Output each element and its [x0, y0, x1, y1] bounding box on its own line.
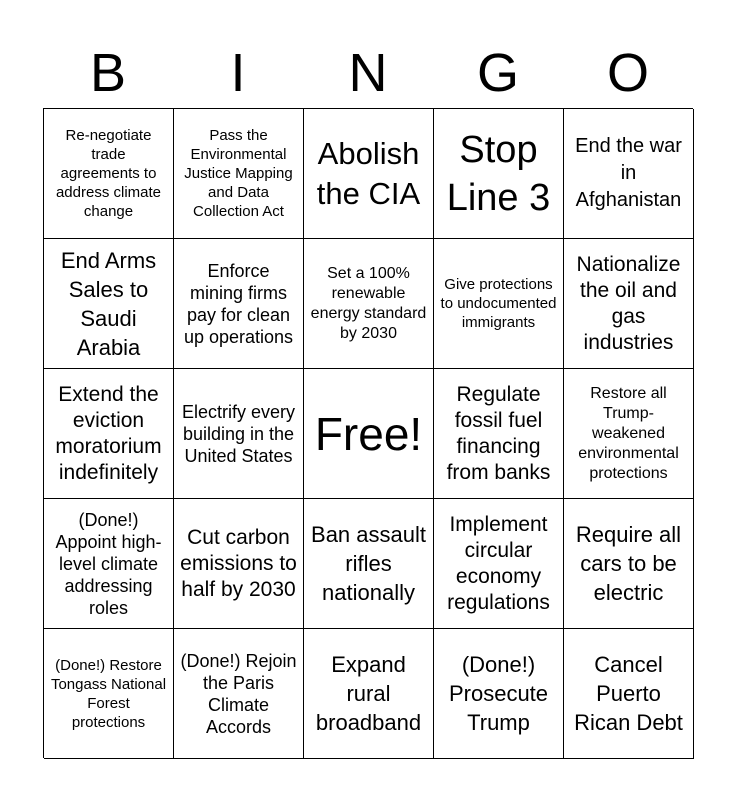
cell-text: (Done!) Prosecute Trump — [448, 652, 549, 735]
bingo-cell[interactable] — [44, 109, 174, 239]
bingo-cell[interactable] — [304, 499, 434, 629]
cell-text: Ban assault rifles nationally — [311, 522, 426, 605]
bingo-cell[interactable] — [304, 239, 434, 369]
cell-text: Extend the eviction moratorium indefinitely — [55, 382, 162, 484]
cell-text: Abolish the CIA — [316, 135, 421, 211]
cell-text: Regulate fossil fuel financing from banks — [446, 382, 551, 484]
bingo-cell[interactable] — [174, 239, 304, 369]
cell-text: End the war in Afghanistan — [575, 135, 682, 211]
bingo-cell[interactable] — [564, 239, 694, 369]
bingo-board — [43, 108, 693, 758]
cell-text: Electrify every building in the United States — [181, 401, 296, 466]
cell-text: Expand rural broadband — [315, 652, 422, 735]
bingo-cell[interactable] — [44, 369, 174, 499]
bingo-cell[interactable] — [174, 499, 304, 629]
bingo-cell[interactable] — [304, 109, 434, 239]
cell-text: Stop Line 3 — [446, 128, 551, 219]
bingo-cell[interactable] — [304, 629, 434, 759]
header-letter-n: N — [348, 43, 388, 103]
bingo-cell[interactable] — [564, 499, 694, 629]
cell-text: Require all cars to be electric — [575, 522, 682, 605]
cell-text: Cut carbon emissions to half by 2030 — [180, 525, 297, 601]
bingo-cell[interactable] — [174, 629, 304, 759]
cell-text: Implement circular economy regulations — [447, 512, 550, 614]
cell-text: (Done!) Restore Tongass National Forest protections — [50, 656, 167, 731]
bingo-cell[interactable] — [434, 629, 564, 759]
cell-text: Pass the Environmental Justice Mapping and Data Collection Act — [184, 127, 293, 220]
bingo-cell[interactable] — [434, 239, 564, 369]
bingo-cell[interactable] — [434, 369, 564, 499]
cell-text: Cancel Puerto Rican Debt — [574, 652, 683, 735]
cell-text: Enforce mining firms pay for clean up operations — [183, 260, 294, 347]
cell-text: Re-negotiate trade agreements to address climate change — [55, 127, 162, 220]
bingo-cell[interactable] — [44, 499, 174, 629]
cell-text: End Arms Sales to Saudi Arabia — [60, 247, 157, 360]
bingo-cell[interactable] — [44, 629, 174, 759]
header-letter-o: O — [606, 43, 649, 103]
bingo-cell[interactable] — [564, 369, 694, 499]
cell-text: (Done!) Appoint high-level climate addressing roles — [55, 509, 162, 618]
cell-text: Restore all Trump-weakened environmental protections — [578, 384, 679, 482]
bingo-cell[interactable] — [434, 109, 564, 239]
bingo-cell[interactable] — [434, 499, 564, 629]
bingo-cell[interactable] — [174, 109, 304, 239]
header-letter-i: I — [230, 43, 246, 103]
cell-text: Set a 100% renewable energy standard by 2030 — [310, 264, 427, 342]
bingo-cell[interactable] — [564, 109, 694, 239]
cell-text: Give protections to undocumented immigrants — [440, 276, 557, 331]
bingo-header — [43, 40, 693, 106]
bingo-cell[interactable] — [44, 239, 174, 369]
cell-text: Free! — [314, 407, 423, 460]
cell-text: (Done!) Rejoin the Paris Climate Accords — [180, 650, 297, 737]
bingo-cell[interactable] — [564, 629, 694, 759]
bingo-cell[interactable] — [174, 369, 304, 499]
cell-text: Nationalize the oil and gas industries — [576, 252, 681, 354]
header-letter-b: B — [89, 43, 127, 103]
free-cell[interactable] — [304, 369, 434, 499]
header-letter-g: G — [476, 43, 519, 103]
